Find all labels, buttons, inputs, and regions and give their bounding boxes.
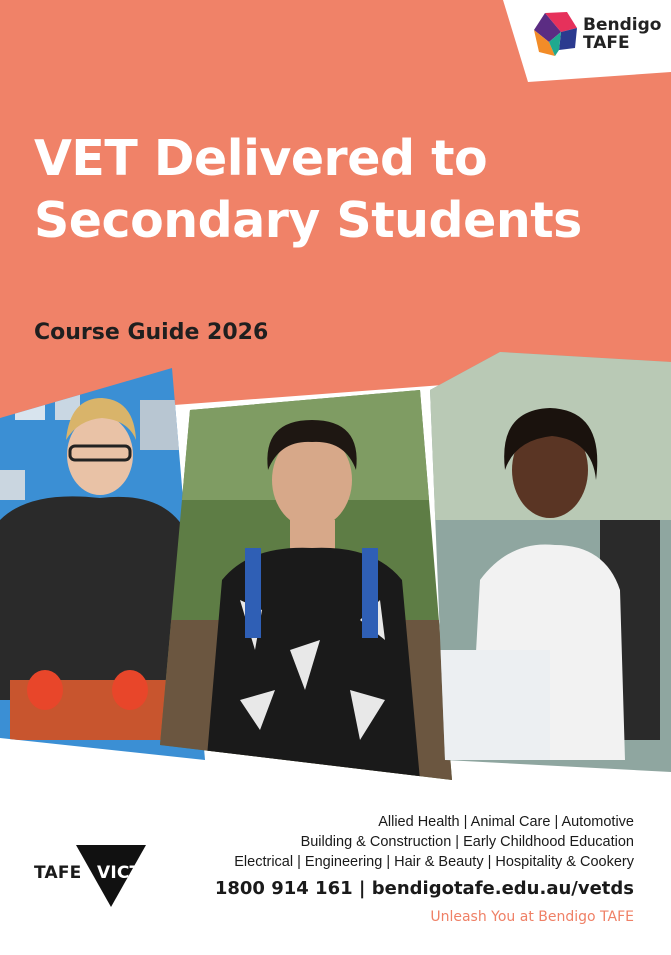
brand-tagline: Unleash You at Bendigo TAFE: [430, 909, 634, 925]
cover-subtitle: Course Guide 2026: [34, 320, 269, 345]
contact-details[interactable]: 1800 914 161 | bendigotafe.edu.au/vetds: [214, 878, 634, 899]
logo-line-bendigo: Bendigo: [583, 15, 662, 35]
title-line-1: VET Delivered to: [34, 130, 488, 187]
course-areas-line-3: Electrical | Engineering | Hair & Beauty | Hospitality & Cookery: [234, 854, 634, 870]
title-line-2: Secondary Students: [34, 192, 582, 249]
victoria-logo-word: VICTORIA: [97, 863, 190, 883]
course-areas-list: [234, 812, 634, 872]
tafe-logo-word: TAFE: [34, 863, 82, 883]
course-areas-line-2: Building & Construction | Early Childhood Education: [300, 834, 634, 850]
tafe-victoria-logo[interactable]: [34, 845, 192, 909]
photo-outdoor-student: [150, 380, 460, 790]
course-areas-line-1: Allied Health | Animal Care | Automotive: [378, 814, 634, 830]
photo-desk-student: [430, 350, 671, 780]
logo-line-tafe: TAFE: [583, 33, 630, 53]
